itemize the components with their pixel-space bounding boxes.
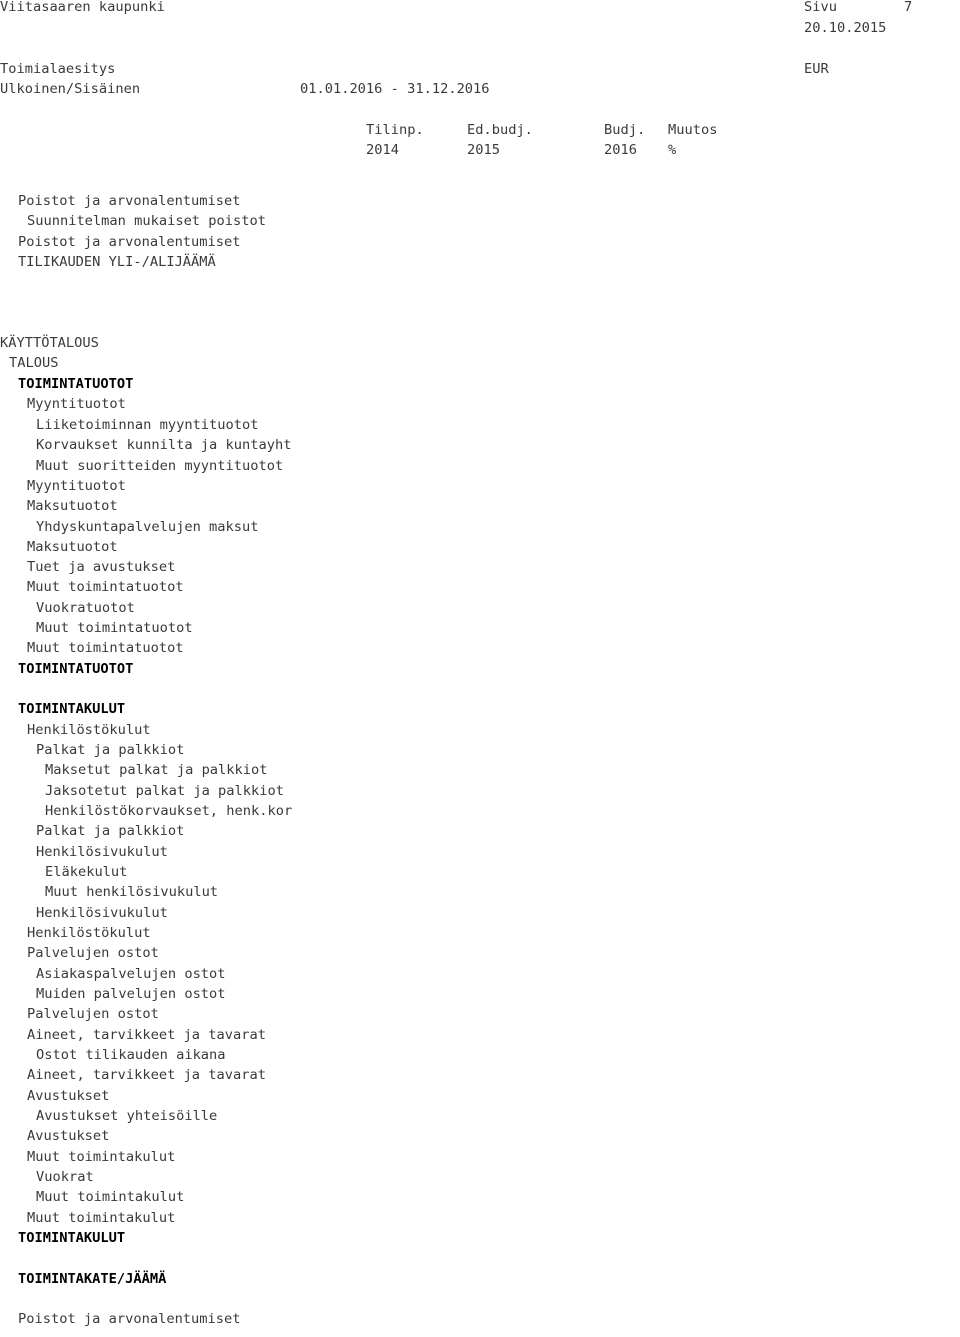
row-label: Asiakaspalvelujen ostot <box>36 966 226 982</box>
header-line-2 <box>0 18 887 38</box>
column-header-tilinp: Tilinp. <box>366 122 424 138</box>
row-label: Eläkekulut <box>45 864 128 880</box>
row-label: Palkat ja palkkiot <box>36 742 185 758</box>
row-label: TILIKAUDEN YLI-/ALIJÄÄMÄ <box>18 254 216 270</box>
row-label: TALOUS <box>9 355 59 371</box>
row-label: KÄYTTÖTALOUS <box>0 335 99 351</box>
row-label: Palvelujen ostot <box>27 945 159 961</box>
row-label: Suunnitelman mukaiset poistot <box>27 213 266 229</box>
page-number: 7 <box>904 0 913 15</box>
row-label: Palvelujen ostot <box>27 1006 159 1022</box>
row-label: Avustukset yhteisöille <box>36 1108 218 1124</box>
row-label: TOIMINTAKULUT <box>18 701 126 717</box>
row-label: Muut toimintakulut <box>36 1189 185 1205</box>
row-label: Myyntituotot <box>27 396 126 412</box>
row-label: Muut henkilösivukulut <box>45 884 219 900</box>
row-label: Vuokrat <box>36 1169 94 1185</box>
row-label: Avustukset <box>27 1128 110 1144</box>
column-year-2014: 2014 <box>366 142 399 158</box>
row-label: Poistot ja arvonalentumiset <box>18 234 241 250</box>
page-label: Sivu <box>804 0 837 15</box>
row-label: Muut toimintatuotot <box>36 620 193 636</box>
header-line-4 <box>0 79 490 99</box>
row-label: Vuokratuotot <box>36 600 135 616</box>
column-header-muutos: Muutos <box>668 122 718 138</box>
column-header-edbudj: Ed.budj. <box>467 122 533 138</box>
row-label: Muut suoritteiden myyntituotot <box>36 458 284 474</box>
currency: EUR <box>804 61 829 77</box>
row-label: Muiden palvelujen ostot <box>36 986 226 1002</box>
row-label: Maksutuotot <box>27 539 118 555</box>
row-label: Liiketoiminnan myyntituotot <box>36 417 259 433</box>
row-label: Avustukset <box>27 1088 110 1104</box>
row-label: Palkat ja palkkiot <box>36 823 185 839</box>
row-label: Jaksotetut palkat ja palkkiot <box>45 783 284 799</box>
organization-name: Viitasaaren kaupunki <box>0 0 165 15</box>
row-label: Aineet, tarvikkeet ja tavarat <box>27 1067 266 1083</box>
row-label: Yhdyskuntapalvelujen maksut <box>36 519 259 535</box>
row-label: Poistot ja arvonalentumiset <box>18 193 241 209</box>
report-title: Toimialaesitys <box>0 61 116 77</box>
row-label: TOIMINTATUOTOT <box>18 661 134 677</box>
row-label: Ostot tilikauden aikana <box>36 1047 226 1063</box>
row-label: Aineet, tarvikkeet ja tavarat <box>27 1027 266 1043</box>
row-label: Henkilöstökulut <box>27 925 151 941</box>
row-label: Muut toimintatuotot <box>27 579 184 595</box>
row-label: Maksetut palkat ja palkkiot <box>45 762 268 778</box>
row-label: TOIMINTAKATE/JÄÄMÄ <box>18 1271 167 1287</box>
row-label: Myyntituotot <box>27 478 126 494</box>
column-header-years <box>0 140 677 160</box>
row-label: Muut toimintatuotot <box>27 640 184 656</box>
row-label: Tuet ja avustukset <box>27 559 176 575</box>
report-date: 20.10.2015 <box>804 20 887 36</box>
row-label: Henkilöstökorvaukset, henk.kor <box>45 803 293 819</box>
column-year-2015: 2015 <box>467 142 500 158</box>
row-label: TOIMINTATUOTOT <box>18 376 134 392</box>
row-label: Korvaukset kunnilta ja kuntayht <box>36 437 292 453</box>
row-label: Henkilösivukulut <box>36 905 168 921</box>
row-label: Muut toimintakulut <box>27 1210 176 1226</box>
row-label: TOIMINTAKULUT <box>18 1230 126 1246</box>
row-label: Henkilöstökulut <box>27 722 151 738</box>
row-label: Henkilösivukulut <box>36 844 168 860</box>
column-header-labels <box>0 120 718 140</box>
column-year-2016: 2016 <box>604 142 637 158</box>
column-header-budj: Budj. <box>604 122 646 138</box>
scope: Ulkoinen/Sisäinen <box>0 81 141 97</box>
row-label: Maksutuotot <box>27 498 118 514</box>
period: 01.01.2016 - 31.12.2016 <box>300 81 490 97</box>
row-label: Muut toimintakulut <box>27 1149 176 1165</box>
column-year-percent: % <box>668 142 677 158</box>
row-label: Poistot ja arvonalentumiset <box>18 1311 241 1327</box>
header-line-1 <box>0 0 913 17</box>
header-line-3 <box>0 59 829 79</box>
